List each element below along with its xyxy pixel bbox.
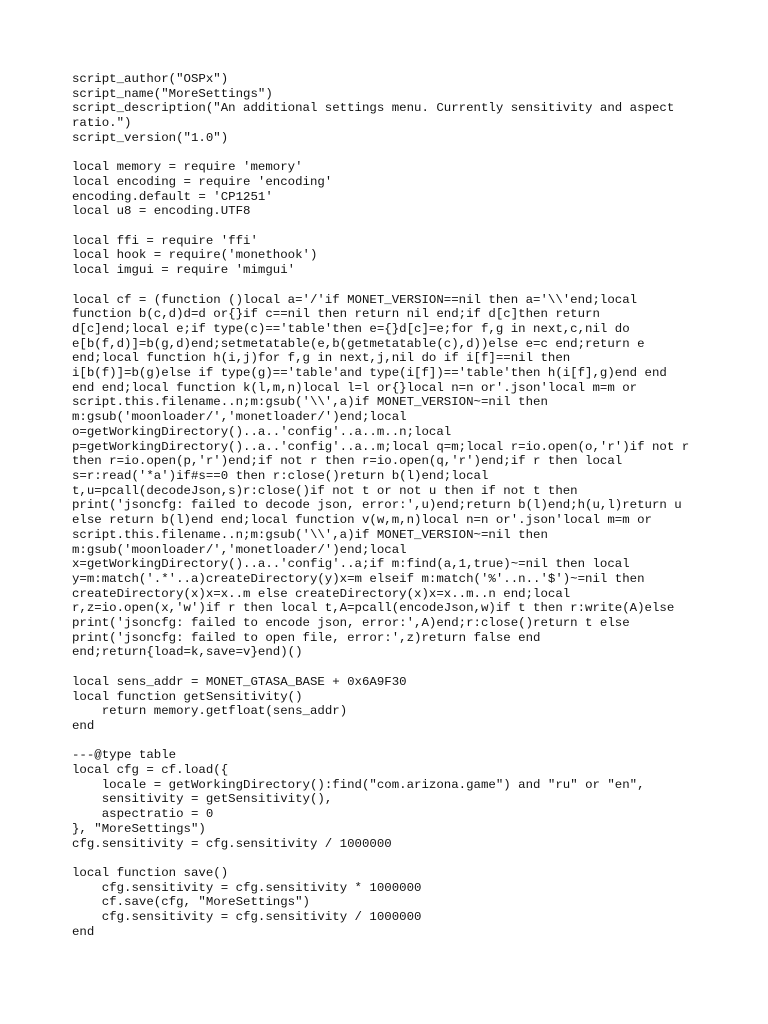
lua-script-code: script_author("OSPx") script_name("MoreSettings") script_description("An additional settings menu. Currently sensitivity and aspect ratio.") script_version("1.0") local memory = require 'memory' local encoding = require 'encoding' encoding.default = 'CP1251' local u8 = encoding.UTF8 local ffi = require 'ffi' local hook = require('monethook') local imgui = require 'mimgui' local cf = (function ()local a='/'if MONET_VERSION==nil then a='\\'end;local function b(c,d)d=d or{}if c==nil then return nil end;if d[c]then return d[c]end;local e;if type(c)=='table'then e={}d[c]=e;for f,g in next,c,nil do e[b(f,d)]=b(g,d)end;setmetatable(e,b(getmetatable(c),d))else e=c end;return e end;local function h(i,j)for f,g in next,j,nil do if i[f]==nil then i[b(f)]=b(g)else if type(g)=='table'and type(i[f])=='table'then h(i[f],g)end end end end;local function k(l,m,n)local l=l or{}local n=n or'.json'local m=m or script.this.filename..n;m:gsub('\\',a)if MONET_VERSION~=nil then m:gsub('moonloader/','monetloader/')end;local o=getWorkingDirectory()..a..'config'..a..m..n;local p=getWorkingDirectory()..a..'config'..a..m;local q=m;local r=io.open(o,'r')if not r then r=io.open(p,'r')end;if not r then r=io.open(q,'r')end;if r then local s=r:read('*a')if#s==0 then r:close()return b(l)end;local t,u=pcall(decodeJson,s)r:close()if not t or not u then if not t then print('jsoncfg: failed to decode json, error:',u)end;return b(l)end;h(u,l)return u else return b(l)end end;local function v(w,m,n)local n=n or'.json'local m=m or script.this.filename..n;m:gsub('\\',a)if MONET_VERSION~=nil then m:gsub('moonloader/','monetloader/')end;local x=getWorkingDirectory()..a..'config'..a;if m:find(a,1,true)~=nil then local y=m:match('.*'..a)createDirectory(y)x=m elseif m:match('%'..n..'$')~=nil then createDirectory(x)x=x..m else createDirectory(x)x=x..m..n end;local r,z=io.open(x,'w')if r then local t,A=pcall(encodeJson,w)if t then r:write(A)else print('jsoncfg: failed to encode json, error:',A)end;r:close()return t else print('jsoncfg: failed to open file, error:',z)return false end end;return{load=k,save=v}end)() local sens_addr = MONET_GTASA_BASE + 0x6A9F30 local function getSensitivity() return memory.getfloat(sens_addr) end ---@type table local cfg = cf.load({ locale = getWorkingDirectory():find("com.arizona.game") and "ru" or "en", sensitivity = getSensitivity(), aspectratio = 0 }, "MoreSettings") cfg.sensitivity = cfg.sensitivity / 1000000 local function save() cfg.sensitivity = cfg.sensitivity * 1000000 cf.save(cfg, "MoreSettings") cfg.sensitivity = cfg.sensitivity / 1000000 end bbox=[72, 72, 690, 939]
